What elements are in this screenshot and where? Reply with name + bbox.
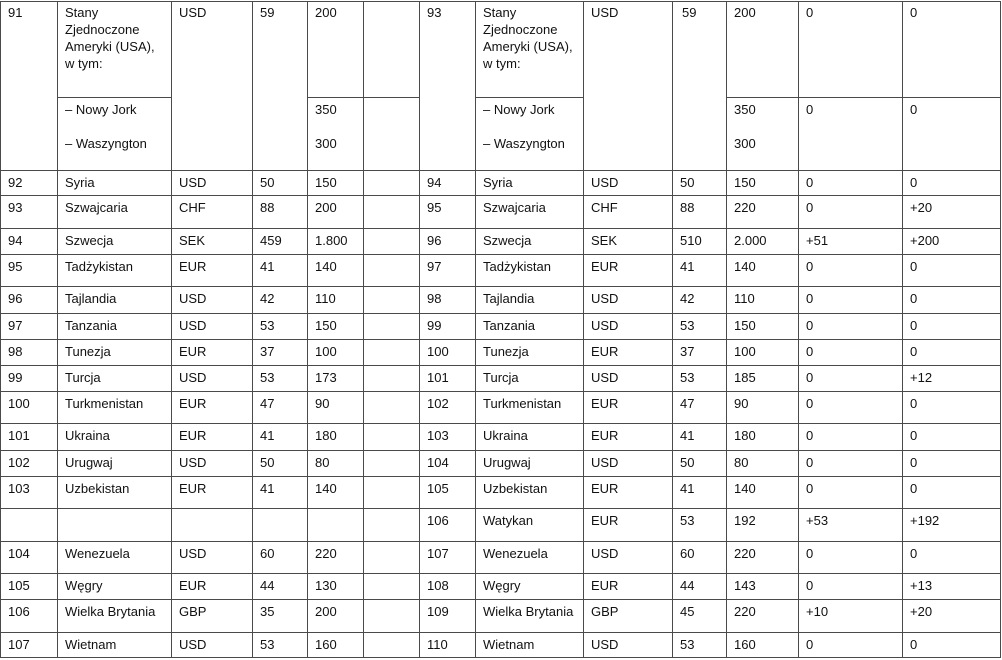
left-lp-cell: 103 [8, 481, 30, 496]
right-currency-cell: EUR [591, 428, 619, 443]
left-hotel-limit-cell: 200 [315, 200, 337, 215]
right-allowance-cell: 44 [680, 578, 695, 593]
right-hotel-limit-cell: 150 [734, 318, 756, 333]
right-allowance-cell: 45 [680, 604, 695, 619]
right-lp-cell: 102 [427, 396, 449, 411]
right-allowance-cell: 42 [680, 291, 695, 306]
left-currency-cell: EUR [179, 396, 207, 411]
right-change-hotel-cell: 0 [910, 637, 918, 652]
left-hotel-limit-cell: 200 [315, 604, 337, 619]
right-currency-cell: EUR [591, 578, 619, 593]
right-lp-cell: 100 [427, 344, 449, 359]
left-country-cell: Syria [65, 175, 95, 190]
right-country-cell: Turkmenistan [483, 396, 562, 411]
right-change-hotel-cell: +13 [910, 578, 933, 593]
left-lp-cell: 97 [8, 318, 23, 333]
right-allowance-cell: 37 [680, 344, 695, 359]
left-country-cell: Wietnam [65, 637, 117, 652]
left-hotel-limit-cell: 130 [315, 578, 337, 593]
left-country-cell: Uzbekistan [65, 481, 130, 496]
right-lp-cell: 99 [427, 318, 442, 333]
right-change-allowance-cell: 0 [806, 455, 814, 470]
left-allowance-cell: 37 [260, 344, 275, 359]
left-allowance-cell: 41 [260, 428, 275, 443]
usa-right-city-change-hotel: 0 [910, 102, 918, 117]
left-currency-cell: EUR [179, 259, 207, 274]
left-hotel-limit-cell: 90 [315, 396, 330, 411]
left-hotel-limit-cell: 140 [315, 259, 337, 274]
right-change-hotel-cell: +12 [910, 370, 933, 385]
left-lp-cell: 98 [8, 344, 23, 359]
right-hotel-limit-cell: 150 [734, 175, 756, 190]
usa-left-allowance: 59 [260, 5, 275, 20]
left-country-cell: Urugwaj [65, 455, 113, 470]
right-lp-cell: 96 [427, 233, 442, 248]
left-hotel-limit-cell: 173 [315, 370, 337, 385]
right-lp-cell: 105 [427, 481, 449, 496]
right-allowance-cell: 53 [680, 318, 695, 333]
right-currency-cell: CHF [591, 200, 618, 215]
right-change-hotel-cell: +20 [910, 604, 933, 619]
right-currency-cell: USD [591, 291, 619, 306]
right-country-cell: Wenezuela [483, 546, 548, 561]
usa-right-country [475, 0, 573, 72]
right-country-cell: Urugwaj [483, 455, 531, 470]
left-currency-cell: USD [179, 175, 207, 190]
right-currency-cell: USD [591, 637, 619, 652]
left-country-cell: Ukraina [65, 428, 110, 443]
left-currency-cell: EUR [179, 344, 207, 359]
right-change-allowance-cell: 0 [806, 318, 814, 333]
usa-left-lp: 91 [8, 5, 23, 20]
left-country-cell: Tajlandia [65, 291, 117, 306]
right-country-cell: Turcja [483, 370, 519, 385]
left-country-cell: Tadżykistan [65, 259, 133, 274]
usa-right-lp: 93 [427, 5, 442, 20]
left-lp-cell: 93 [8, 200, 23, 215]
right-change-allowance-cell: 0 [806, 396, 814, 411]
subrow-divider [726, 97, 1000, 98]
left-hotel-limit-cell: 110 [315, 291, 336, 306]
left-hotel-limit-cell: 150 [315, 318, 337, 333]
column-divider [1000, 1, 1001, 658]
usa-left-hotel-limit: 200 [315, 5, 337, 20]
left-lp-cell: 95 [8, 259, 23, 274]
left-hotel-limit-cell: 100 [315, 344, 337, 359]
left-currency-cell: USD [179, 318, 207, 333]
left-currency-cell [171, 508, 179, 512]
right-change-allowance-cell: +53 [806, 513, 829, 528]
usa-right-cities [475, 97, 565, 152]
right-hotel-limit-cell: 140 [734, 481, 756, 496]
left-country-cell [57, 508, 65, 512]
left-allowance-cell: 53 [260, 318, 275, 333]
right-allowance-cell: 88 [680, 200, 695, 215]
right-currency-cell: EUR [591, 513, 619, 528]
right-country-cell: Ukraina [483, 428, 528, 443]
right-hotel-limit-cell: 80 [734, 455, 749, 470]
right-hotel-limit-cell: 220 [734, 200, 756, 215]
right-country-cell: Szwecja [483, 233, 532, 248]
country-line: Ameryki (USA), [483, 39, 573, 54]
city-new-york: – Nowy Jork [65, 102, 137, 117]
row-divider [0, 657, 1000, 658]
city-limit: 350 [315, 102, 337, 117]
left-hotel-limit-cell: 1.800 [315, 233, 348, 248]
left-country-cell: Wielka Brytania [65, 604, 156, 619]
right-change-allowance-cell: 0 [806, 428, 814, 443]
left-currency-cell: USD [179, 546, 207, 561]
right-change-allowance-cell: 0 [806, 175, 814, 190]
right-allowance-cell: 50 [680, 175, 695, 190]
left-country-cell: Szwecja [65, 233, 114, 248]
right-change-allowance-cell: 0 [806, 259, 814, 274]
right-country-cell: Tadżykistan [483, 259, 551, 274]
right-hotel-limit-cell: 143 [734, 578, 756, 593]
right-allowance-cell: 41 [680, 428, 695, 443]
right-lp-cell: 107 [427, 546, 449, 561]
left-allowance-cell: 44 [260, 578, 275, 593]
left-hotel-limit-cell: 160 [315, 637, 337, 652]
usa-left-cities [57, 97, 147, 152]
left-lp-cell: 96 [8, 291, 23, 306]
right-allowance-cell: 50 [680, 455, 695, 470]
right-lp-cell: 104 [427, 455, 449, 470]
left-currency-cell: USD [179, 637, 207, 652]
left-currency-cell: EUR [179, 428, 207, 443]
right-change-allowance-cell: +51 [806, 233, 829, 248]
left-currency-cell: CHF [179, 200, 206, 215]
left-allowance-cell: 42 [260, 291, 275, 306]
right-currency-cell: USD [591, 546, 619, 561]
right-allowance-cell: 510 [680, 233, 702, 248]
right-hotel-limit-cell: 185 [734, 370, 756, 385]
left-hotel-limit-cell: 180 [315, 428, 337, 443]
right-change-hotel-cell: 0 [910, 455, 918, 470]
right-change-hotel-cell: 0 [910, 318, 918, 333]
left-lp-cell: 100 [8, 396, 30, 411]
right-currency-cell: USD [591, 175, 619, 190]
right-currency-cell: EUR [591, 344, 619, 359]
left-lp-cell [0, 508, 8, 512]
right-change-allowance-cell: 0 [806, 637, 814, 652]
left-country-cell: Turkmenistan [65, 396, 144, 411]
right-allowance-cell: 53 [680, 637, 695, 652]
left-lp-cell: 104 [8, 546, 30, 561]
right-change-allowance-cell: 0 [806, 546, 814, 561]
left-hotel-limit-cell: 150 [315, 175, 337, 190]
right-hotel-limit-cell: 140 [734, 259, 756, 274]
left-lp-cell: 105 [8, 578, 30, 593]
left-country-cell: Turcja [65, 370, 101, 385]
usa-right-hotel-limit: 200 [734, 5, 756, 20]
right-currency-cell: USD [591, 455, 619, 470]
left-allowance-cell: 459 [260, 233, 282, 248]
left-lp-cell: 101 [8, 428, 30, 443]
right-country-cell: Szwajcaria [483, 200, 546, 215]
left-lp-cell: 102 [8, 455, 30, 470]
right-hotel-limit-cell: 100 [734, 344, 756, 359]
left-currency-cell: USD [179, 370, 207, 385]
right-change-hotel-cell: +20 [910, 200, 933, 215]
right-change-hotel-cell: 0 [910, 396, 918, 411]
right-currency-cell: EUR [591, 259, 619, 274]
right-change-hotel-cell: 0 [910, 344, 918, 359]
left-country-cell: Tanzania [65, 318, 118, 333]
right-country-cell: Syria [483, 175, 513, 190]
right-change-allowance-cell: 0 [806, 291, 814, 306]
column-divider [363, 1, 364, 658]
left-lp-cell: 106 [8, 604, 30, 619]
country-line: Ameryki (USA), [65, 39, 155, 54]
right-allowance-cell: 53 [680, 370, 695, 385]
country-line: Stany [483, 5, 517, 20]
left-allowance-cell: 53 [260, 637, 275, 652]
city-washington: – Waszyngton [65, 136, 147, 151]
right-change-hotel-cell: 0 [910, 259, 918, 274]
country-line: w tym: [483, 56, 521, 71]
left-currency-cell: USD [179, 455, 207, 470]
right-change-hotel-cell: +192 [910, 513, 940, 528]
left-allowance-cell: 60 [260, 546, 275, 561]
country-line: w tym: [65, 56, 103, 71]
right-hotel-limit-cell: 110 [734, 291, 755, 306]
right-hotel-limit-cell: 2.000 [734, 233, 767, 248]
right-change-allowance-cell: 0 [806, 200, 814, 215]
usa-right-city-limits [726, 97, 756, 152]
usa-right-city-change-allowance: 0 [806, 102, 814, 117]
right-country-cell: Tanzania [483, 318, 536, 333]
right-change-allowance-cell: 0 [806, 344, 814, 359]
left-currency-cell: EUR [179, 481, 207, 496]
right-allowance-cell: 41 [680, 259, 695, 274]
right-country-cell: Uzbekistan [483, 481, 548, 496]
right-hotel-limit-cell: 192 [734, 513, 756, 528]
right-change-hotel-cell: 0 [910, 291, 918, 306]
right-hotel-limit-cell: 160 [734, 637, 756, 652]
left-allowance-cell: 50 [260, 175, 275, 190]
right-country-cell: Tunezja [483, 344, 529, 359]
left-hotel-limit-cell: 220 [315, 546, 337, 561]
country-line: Zjednoczone [65, 22, 140, 37]
right-currency-cell: EUR [591, 396, 619, 411]
right-change-allowance-cell: 0 [806, 370, 814, 385]
city-washington: – Waszyngton [483, 136, 565, 151]
right-lp-cell: 106 [427, 513, 449, 528]
right-currency-cell: SEK [591, 233, 618, 248]
left-hotel-limit-cell: 140 [315, 481, 337, 496]
left-allowance-cell: 47 [260, 396, 275, 411]
left-lp-cell: 107 [8, 637, 30, 652]
right-hotel-limit-cell: 220 [734, 604, 756, 619]
right-currency-cell: USD [591, 370, 619, 385]
right-hotel-limit-cell: 180 [734, 428, 756, 443]
left-allowance-cell: 41 [260, 481, 275, 496]
left-allowance-cell: 50 [260, 455, 275, 470]
right-currency-cell: GBP [591, 604, 619, 619]
right-country-cell: Tajlandia [483, 291, 535, 306]
right-change-hotel-cell: 0 [910, 546, 918, 561]
usa-left-currency: USD [179, 5, 207, 20]
usa-left-city-limits [307, 97, 337, 152]
left-allowance-cell: 88 [260, 200, 275, 215]
city-limit: 350 [734, 102, 756, 117]
right-lp-cell: 97 [427, 259, 442, 274]
right-change-hotel-cell: 0 [910, 428, 918, 443]
right-change-allowance-cell: 0 [806, 578, 814, 593]
left-currency-cell: USD [179, 291, 207, 306]
right-lp-cell: 110 [427, 637, 448, 652]
right-change-hotel-cell: +200 [910, 233, 940, 248]
left-lp-cell: 92 [8, 175, 23, 190]
right-allowance-cell: 41 [680, 481, 695, 496]
city-limit: 300 [734, 136, 756, 151]
right-lp-cell: 98 [427, 291, 442, 306]
right-allowance-cell: 60 [680, 546, 695, 561]
left-hotel-limit-cell: 80 [315, 455, 330, 470]
left-currency-cell: EUR [179, 578, 207, 593]
left-currency-cell: SEK [179, 233, 206, 248]
right-hotel-limit-cell: 220 [734, 546, 756, 561]
left-currency-cell: GBP [179, 604, 207, 619]
left-lp-cell: 94 [8, 233, 23, 248]
right-currency-cell: EUR [591, 481, 619, 496]
right-change-hotel-cell: 0 [910, 175, 918, 190]
left-allowance-cell [252, 508, 260, 512]
left-country-cell: Tunezja [65, 344, 111, 359]
country-line: Zjednoczone [483, 22, 558, 37]
left-allowance-cell: 53 [260, 370, 275, 385]
left-country-cell: Szwajcaria [65, 200, 128, 215]
right-country-cell: Wietnam [483, 637, 535, 652]
left-allowance-cell: 35 [260, 604, 275, 619]
city-limit: 300 [315, 136, 337, 151]
right-lp-cell: 95 [427, 200, 442, 215]
right-allowance-cell: 53 [680, 513, 695, 528]
country-line: Stany [65, 5, 99, 20]
right-change-allowance-cell: +10 [806, 604, 829, 619]
right-allowance-cell: 47 [680, 396, 695, 411]
usa-left-country [57, 0, 155, 72]
usa-right-currency: USD [591, 5, 619, 20]
right-country-cell: Węgry [483, 578, 521, 593]
right-country-cell: Watykan [483, 513, 534, 528]
left-allowance-cell: 41 [260, 259, 275, 274]
city-new-york: – Nowy Jork [483, 102, 555, 117]
right-hotel-limit-cell: 90 [734, 396, 749, 411]
usa-right-allowance: 59 [682, 5, 697, 20]
right-lp-cell: 103 [427, 428, 449, 443]
right-currency-cell: USD [591, 318, 619, 333]
right-lp-cell: 108 [427, 578, 449, 593]
left-hotel-limit-cell [307, 508, 315, 512]
left-lp-cell: 99 [8, 370, 23, 385]
right-lp-cell: 109 [427, 604, 449, 619]
left-country-cell: Wenezuela [65, 546, 130, 561]
right-country-cell: Wielka Brytania [483, 604, 574, 619]
right-change-allowance-cell: 0 [806, 481, 814, 496]
right-lp-cell: 94 [427, 175, 442, 190]
usa-right-change-allowance: 0 [806, 5, 814, 20]
right-lp-cell: 101 [427, 370, 449, 385]
right-change-hotel-cell: 0 [910, 481, 918, 496]
usa-right-change-hotel: 0 [910, 5, 918, 20]
left-country-cell: Węgry [65, 578, 103, 593]
